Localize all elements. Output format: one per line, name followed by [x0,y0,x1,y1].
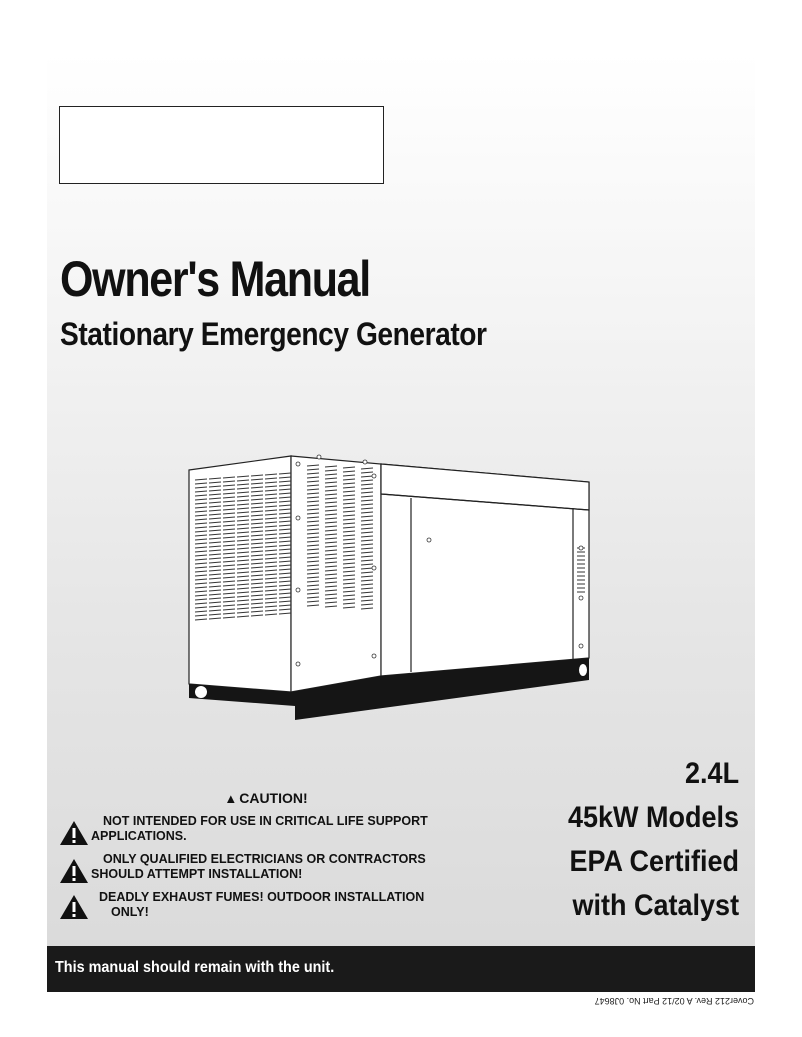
model-info [549,752,739,928]
catalyst: with Catalyst [572,889,739,922]
footer-bar [47,946,755,992]
label-box [59,106,384,184]
warning-item [61,814,461,844]
model-kw: 45kW Models [567,801,739,834]
warning-triangle-icon: ▲ [224,791,238,806]
certification: EPA Certified [569,845,739,878]
manual-cover [47,52,755,992]
generator-illustration [185,436,595,726]
warning-line1: NOT INTENDED FOR USE IN CRITICAL LIFE SUPPORT [103,814,428,828]
warning-line1: ONLY QUALIFIED ELECTRICIANS OR CONTRACTORS [103,852,426,866]
warning-triangle-icon [59,820,89,846]
caution-heading-text: CAUTION! [239,790,308,806]
warning-line2: ONLY! [111,905,149,919]
warning-triangle-icon [59,894,89,920]
caution-heading [71,790,461,806]
warning-line2: APPLICATIONS. [91,829,187,843]
caution-section [61,790,461,920]
page-title: Owner's Manual [60,251,370,307]
engine-size: 2.4L [684,757,739,790]
page-subtitle: Stationary Emergency Generator [60,316,487,352]
warning-line1: DEADLY EXHAUST FUMES! OUTDOOR INSTALLATION [99,890,425,904]
footer-text: This manual should remain with the unit. [55,959,335,976]
warning-triangle-icon [59,858,89,884]
part-number: Cover212 Rev. A 02/12 Part No. 0J8647 [594,996,754,1006]
warning-item [61,890,461,920]
warning-item [61,852,461,882]
warning-line2: SHOULD ATTEMPT INSTALLATION! [91,867,303,881]
